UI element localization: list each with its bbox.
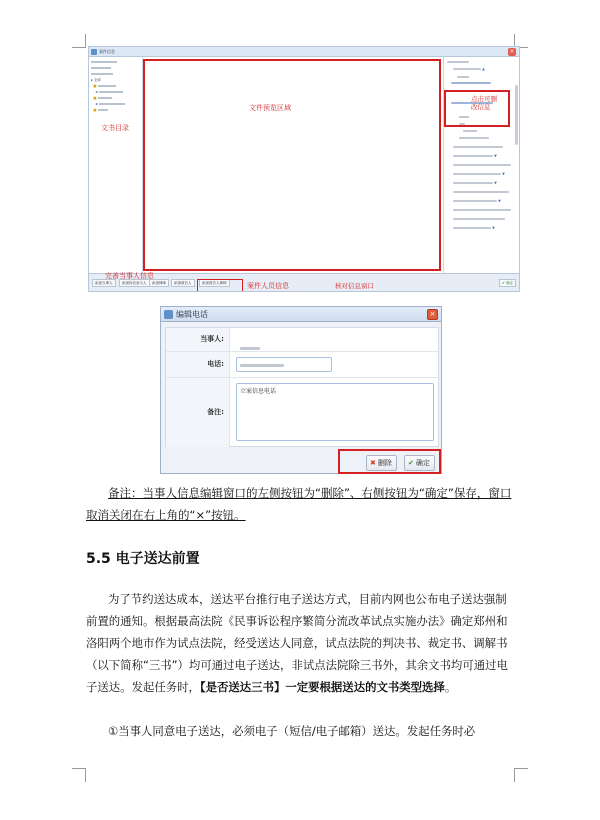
- crop-mark-top-left: [72, 34, 86, 48]
- crop-mark-bottom-left: [72, 768, 86, 782]
- form-row-remark: [166, 378, 438, 447]
- annotation-party-info: 完善当事人信息: [105, 272, 154, 280]
- dialog-titlebar: [161, 307, 441, 322]
- confirm-button[interactable]: [404, 455, 435, 471]
- annotation-verify-window: 核对信息窗口: [335, 282, 374, 290]
- window-confirm-label: 确定: [506, 281, 514, 285]
- paragraph-2: ①当事人同意电子送达，必须电子（短信/电子邮箱）送达。发起任务时必: [108, 724, 476, 738]
- dialog-title: 编辑电话: [176, 310, 208, 319]
- window-app-icon: [91, 49, 97, 55]
- dialog-close-icon[interactable]: ×: [427, 309, 438, 320]
- dialog-form: [165, 327, 439, 447]
- form-row-phone: [166, 352, 438, 378]
- window-titlebar: [89, 47, 519, 57]
- case-info-window-screenshot: [88, 46, 520, 292]
- add-defendant-button[interactable]: 添加被告人: [171, 279, 195, 287]
- delete-label: 删除: [377, 459, 392, 467]
- tree-node-folder[interactable]: ■: [91, 95, 140, 101]
- panel-scrollbar[interactable]: [515, 85, 518, 145]
- add-defendant-lawyer-button[interactable]: 添加被告人律师: [199, 279, 230, 287]
- tree-node-file[interactable]: ▪: [91, 101, 140, 107]
- document-tree-panel: [89, 57, 143, 273]
- annotation-doc-directory: 文书目录: [101, 124, 129, 132]
- crop-mark-bottom-right: [514, 768, 528, 782]
- tree-node-folder[interactable]: ■: [91, 107, 140, 113]
- remark-textarea[interactable]: 立案信息电话: [236, 383, 434, 441]
- caption-note: 备注：当事人信息编辑窗口的左侧按钮为“删除”、右侧按钮为“确定”保存，窗口取消关闭在右上角的“×”按钮。: [86, 486, 512, 522]
- phone-input[interactable]: [236, 357, 332, 372]
- window-confirm-button[interactable]: [499, 279, 516, 287]
- phone-label: 电话:: [166, 352, 230, 377]
- add-participant-button[interactable]: 添加诉讼参与人: [119, 279, 150, 287]
- party-label: 当事人:: [166, 328, 230, 351]
- section-heading: 5.5 电子送达前置: [86, 551, 200, 567]
- form-row-party: [166, 328, 438, 352]
- window-close-icon[interactable]: ×: [509, 48, 515, 55]
- edit-phone-dialog-screenshot: [160, 306, 442, 474]
- delete-button[interactable]: [366, 455, 397, 471]
- annotation-preview-area: 文件预览区域: [249, 104, 291, 112]
- confirm-label: 确定: [415, 459, 430, 467]
- add-lawyer-button[interactable]: 添加律师: [149, 279, 169, 287]
- window-title: 案件信息: [99, 49, 115, 54]
- annotation-toolbar-box: [197, 279, 243, 292]
- annotation-edit-hint: 点击可删改信息: [471, 95, 497, 111]
- annotation-case-staff: 案件人员信息: [247, 282, 289, 290]
- tree-root-label: 全部: [93, 78, 101, 82]
- check-icon: ✔: [408, 459, 414, 467]
- tree-node-file[interactable]: ▪: [91, 89, 140, 95]
- annotation-preview-box: [143, 59, 441, 271]
- remark-label: 备注:: [166, 378, 230, 447]
- tree-node-folder[interactable]: ■: [91, 83, 140, 89]
- add-party-button[interactable]: 添加当事人: [92, 279, 116, 287]
- delete-icon: ✖: [370, 459, 376, 467]
- paragraph-1-bold: 【是否送达三书】一定要根据送达的文书类型选择: [199, 680, 445, 694]
- check-icon: ✔: [502, 281, 505, 285]
- paragraph-1-text: 为了节约送达成本，送达平台推行电子送达方式，目前内网也公布电子送达强制前置的通知。根据最高法院《民事诉讼程序繁简分流改革试点实施办法》确定郑州和洛阳两个地市作为试点法院，经受送达人同意，试点法院的判决书、裁定书、调解书（以下简称“三书”）均可通过电子送达，非试点法院除三书外，其余文书均可通过电子送达。发起任务时，: [86, 592, 508, 694]
- tree-node-root[interactable]: ▸ 全部: [91, 78, 101, 82]
- case-staff-panel: ▲ ▼ ▼ ▼ ▼ ▼: [443, 57, 519, 273]
- dialog-app-icon: [164, 310, 173, 319]
- paragraph-1: [86, 588, 518, 698]
- paragraph-1-end: 。: [444, 680, 457, 694]
